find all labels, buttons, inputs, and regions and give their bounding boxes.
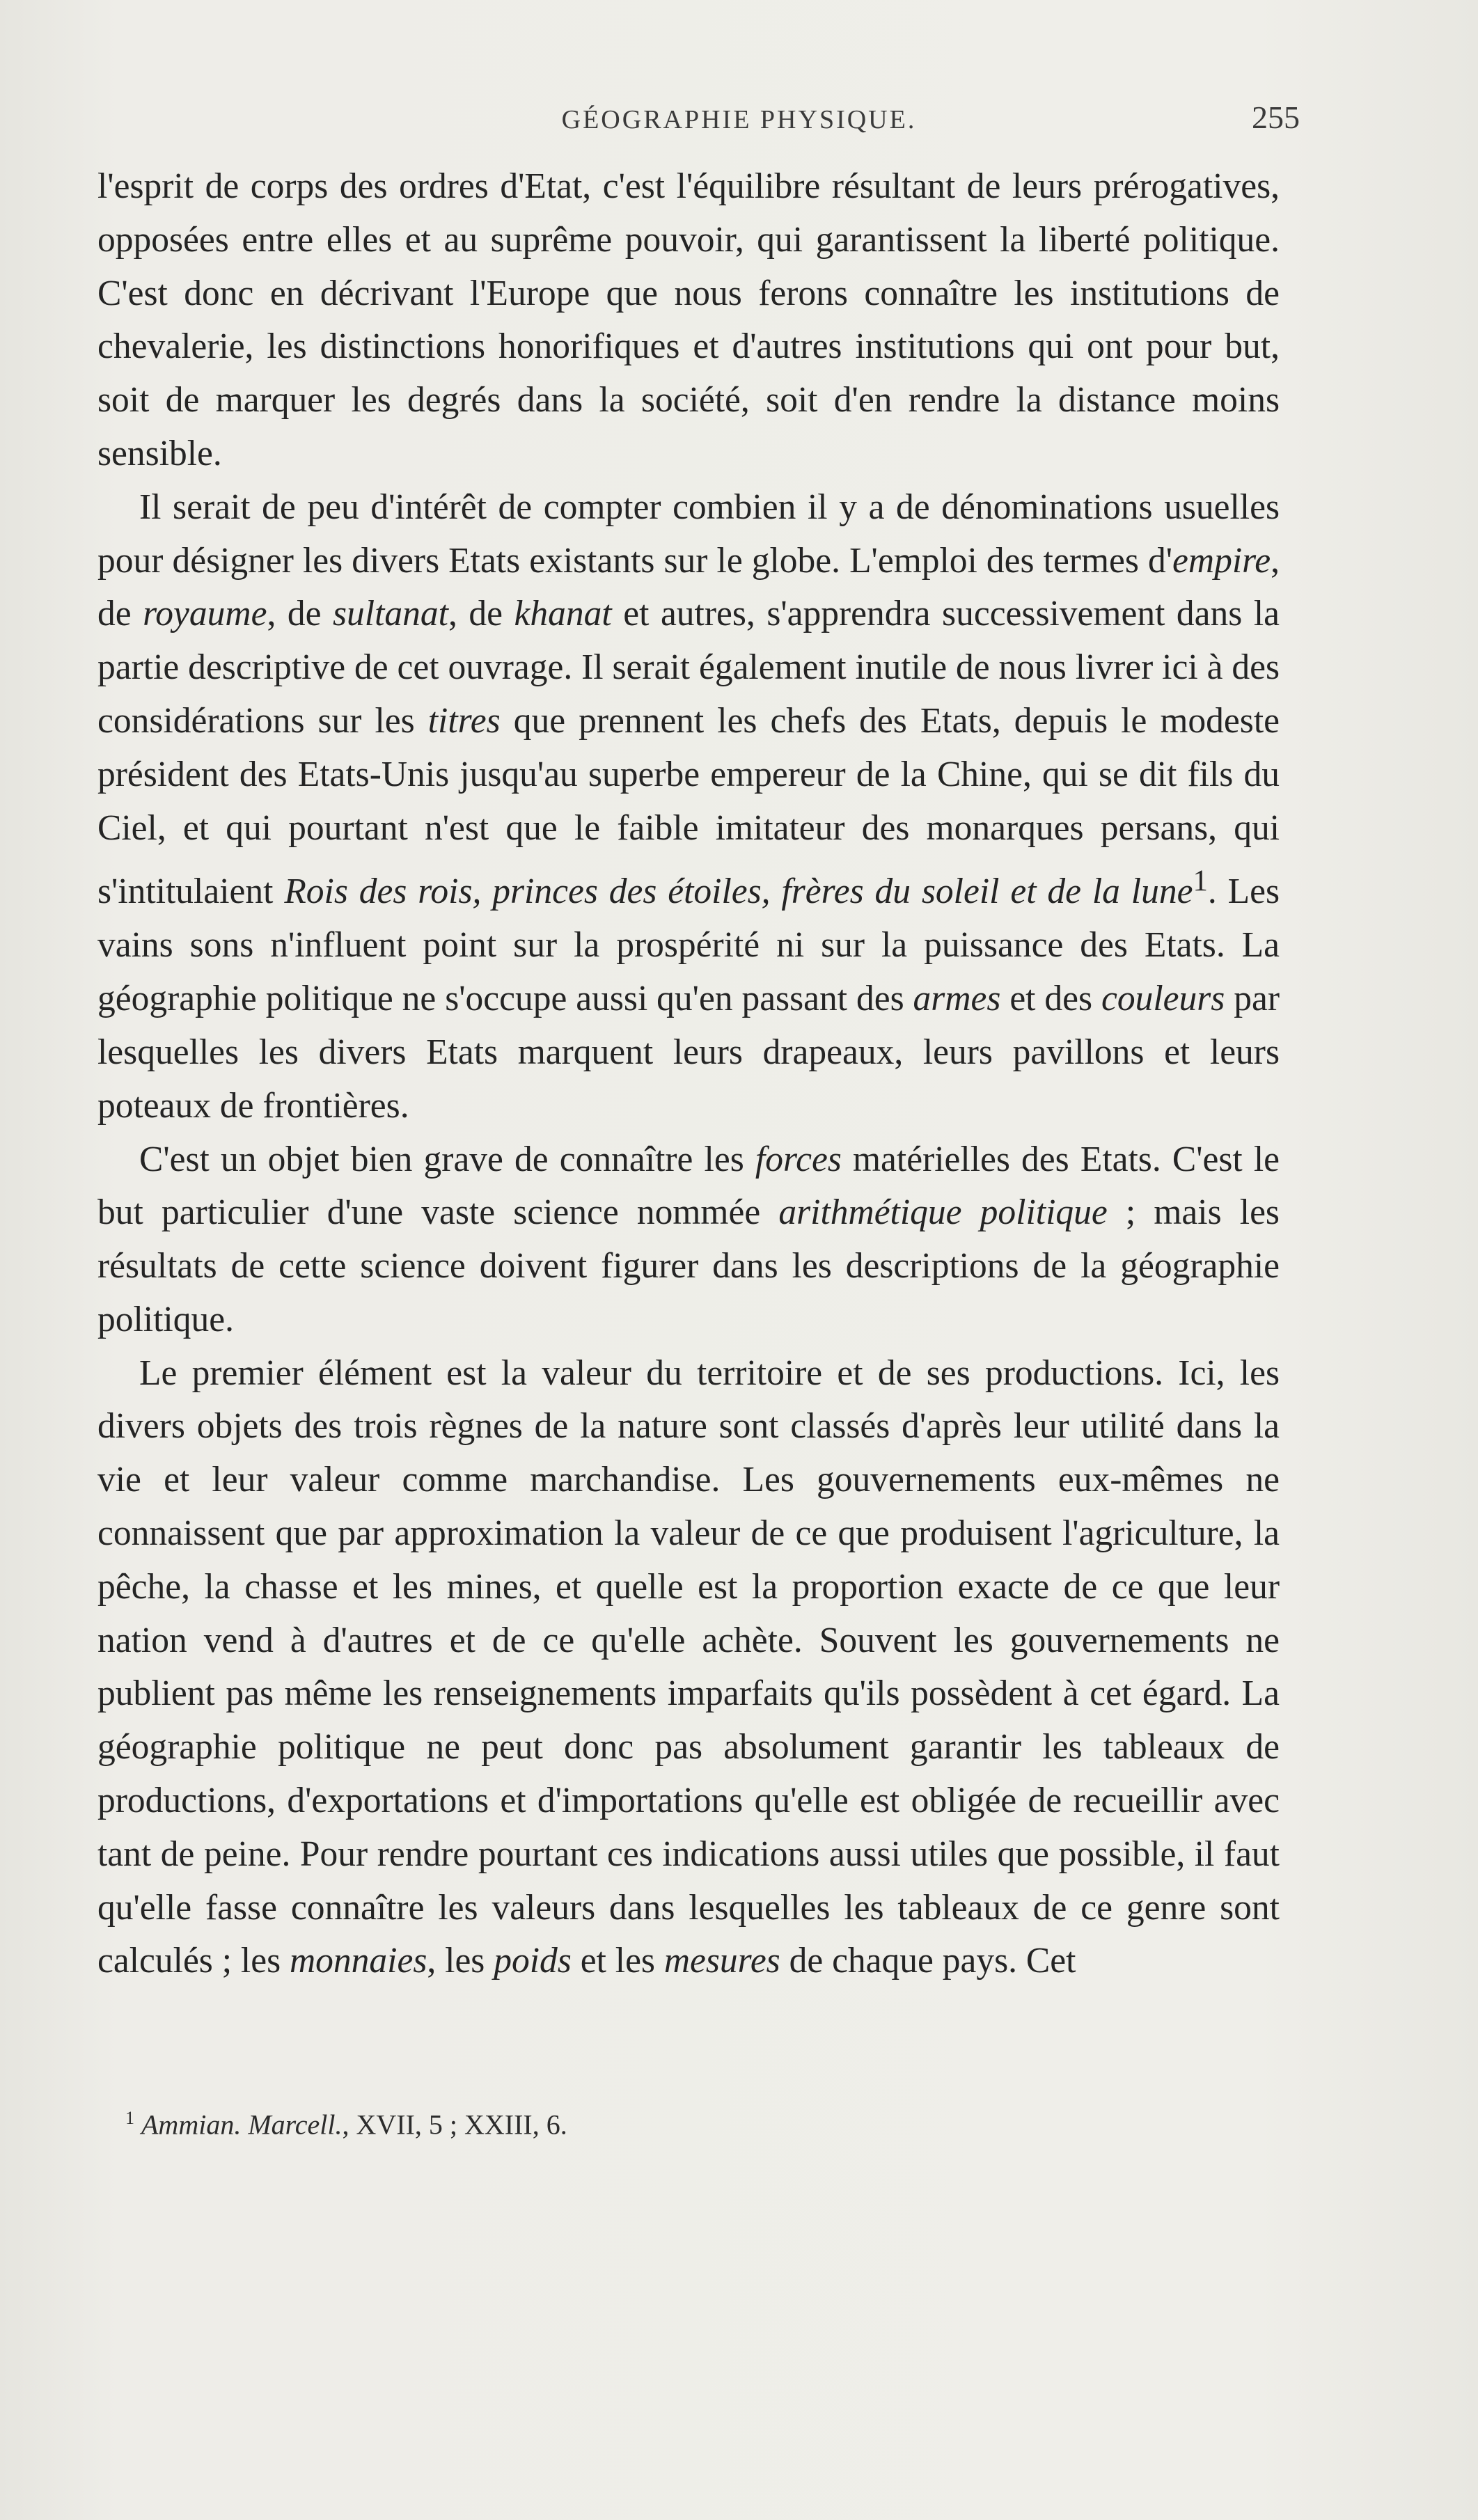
text-run: et autres, s'apprendra successivement dans la partie descriptive de cet ouvrage. Il serait également inutile de nous livrer ici à des considérations sur les — [97, 594, 1280, 741]
footnote-source: Ammian. Marcell. — [141, 2109, 343, 2141]
text-run: ; mais les résultats de cette science doivent figurer dans les descriptions de la géographie politique. — [97, 1192, 1280, 1339]
body-text — [97, 160, 1280, 1988]
italic-term: armes — [913, 979, 1001, 1019]
text-run: , de — [448, 594, 514, 634]
italic-term: khanat — [514, 594, 612, 634]
text-run: l'esprit de corps des ordres d'Etat, c'est l'équilibre résultant de leurs prérogatives, opposées entre elles et au suprême pouvoir, qui garantissent la liberté politique. C'est donc en décrivant l'Europe que nous ferons connaître les institutions de chevalerie, les distinctions honorifiques et d'autres institutions qui ont pour but, soit de marquer les degrés dans la société, soit d'en rendre la distance moins sensible. — [97, 166, 1280, 473]
italic-term: titres — [427, 700, 501, 741]
footnote-reference: , XVII, 5 ; XXIII, 6. — [342, 2109, 567, 2141]
italic-term: royaume — [143, 594, 267, 634]
italic-term: Rois des rois, princes des étoiles, frères du soleil et de la lune — [284, 872, 1193, 912]
italic-term: empire — [1172, 540, 1271, 581]
text-run: par lesquelles les divers Etats marquent leurs drapeaux, leurs pavillons et leurs poteaux de frontières. — [97, 979, 1280, 1126]
text-run: , de — [267, 594, 333, 634]
italic-term: arithmétique politique — [778, 1192, 1108, 1233]
italic-term: couleurs — [1101, 979, 1225, 1019]
text-run: matérielles des Etats. C'est le but particulier d'une vaste science nommée — [97, 1139, 1280, 1233]
text-run: Il serait de peu d'intérêt de compter combien il y a de dénominations usuelles pour désigner les divers Etats existants sur le globe. L'emploi des termes d' — [97, 487, 1280, 581]
text-run: . Les vains sons n'influent point sur la prospérité ni sur la puissance des Etats. La géographie politique ne s'occupe aussi qu'en passant des — [97, 872, 1280, 1019]
text-run: et des — [1000, 979, 1101, 1019]
italic-term: mesures — [663, 1941, 780, 1981]
italic-term: forces — [755, 1139, 842, 1179]
footnote — [125, 2108, 567, 2141]
italic-term: poids — [494, 1941, 572, 1981]
text-run: que prennent les chefs des Etats, depuis le modeste président des Etats-Unis jusqu'au superbe empereur de la Chine, qui se dit fils du Ciel, et qui pourtant n'est que le faible imitateur des monarques persans, qui s'intitulaient — [97, 700, 1280, 912]
paragraph-1 — [97, 160, 1280, 481]
text-run: de chaque pays. Cet — [780, 1941, 1076, 1981]
text-run: , de — [97, 540, 1280, 634]
paragraph-3 — [97, 1133, 1280, 1347]
italic-term: monnaies — [289, 1941, 427, 1981]
text-run: et les — [571, 1941, 664, 1981]
text-run: C'est un objet bien grave de connaître les — [139, 1139, 755, 1179]
italic-term: sultanat — [333, 594, 448, 634]
paragraph-2 — [97, 481, 1280, 1133]
page-number: 255 — [1252, 100, 1300, 135]
running-header-title: GÉOGRAPHIE PHYSIQUE. — [561, 105, 917, 134]
paragraph-4 — [97, 1347, 1280, 1989]
text-run: , les — [427, 1941, 494, 1981]
text-run: Le premier élément est la valeur du territoire et de ses productions. Ici, les divers objets des trois règnes de la nature sont classés d'après leur utilité dans la vie et leur valeur comme marchandise. Les gouvernements eux-mêmes ne connaissent que par approximation la valeur de ce que produisent l'agriculture, la pêche, la chasse et les mines, et quelle est la proportion exacte de ce que leur nation vend à d'autres et de ce qu'elle achète. Souvent les gouvernements ne publient pas même les renseignements imparfaits qu'ils possèdent à cet égard. La géographie politique ne peut donc pas absolument garantir les tableaux de productions, d'exportations et d'importations qu'elle est obligée de recueillir avec tant de peine. Pour rendre pourtant ces indications aussi utiles que possible, il faut qu'elle fasse connaître les valeurs dans lesquelles les tableaux de ce genre sont calculés ; les — [97, 1353, 1280, 1981]
footnote-marker: 1 — [1193, 865, 1208, 898]
footnote-number: 1 — [125, 2108, 134, 2128]
